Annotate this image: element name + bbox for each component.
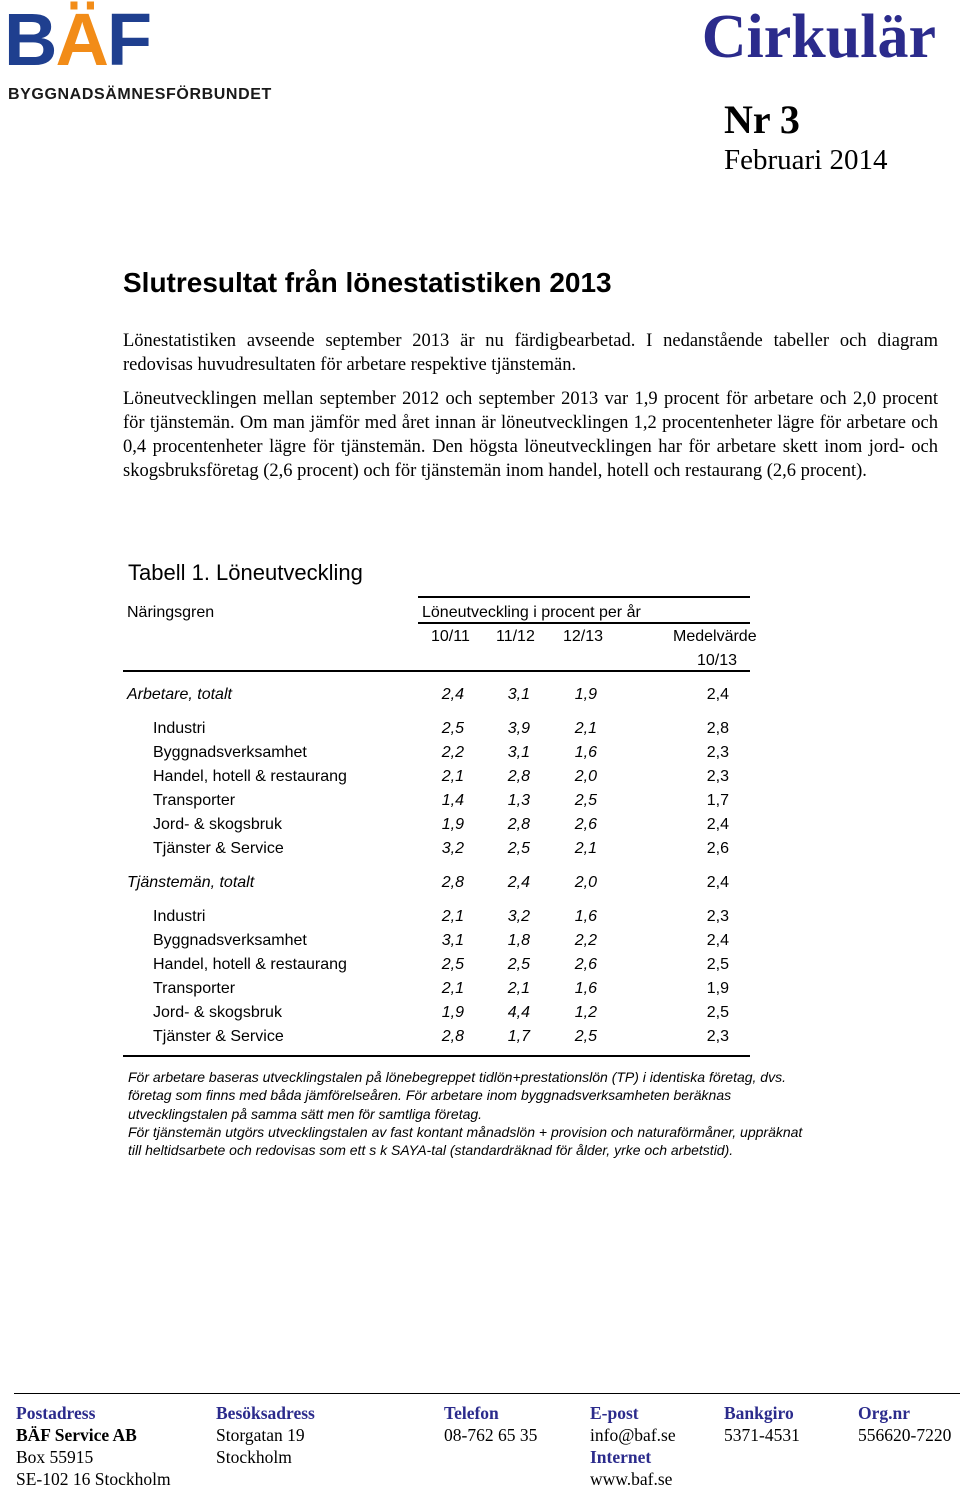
issue-date: Februari 2014 [724,144,888,176]
footer-label: Internet [590,1447,652,1467]
table-cell-average: 2,4 [706,932,729,949]
table-cell-average: 1,7 [706,792,729,809]
org-number: 556620-7220 [858,1425,952,1445]
table-cell-value: 3,9 [507,720,530,737]
bankgiro-number: 5371-4531 [724,1425,800,1445]
table-cell-average: 2,5 [706,956,729,973]
table-cell-average: 2,3 [706,768,729,785]
table-row-label: Handel, hotell & restaurang [153,768,347,785]
footer-label: Org.nr [858,1403,911,1423]
table-cell-average: 2,4 [706,874,729,891]
footer-label: E-post [590,1403,639,1423]
table-cell-value: 2,1 [574,840,597,857]
header-top-rule [418,596,750,598]
table-cell-value: 1,9 [441,1004,464,1021]
table-cell-average: 2,4 [706,686,729,703]
table-row-label: Tjänster & Service [153,1028,284,1045]
table-cell-value: 2,1 [441,908,464,925]
table-cell-value: 2,1 [441,980,464,997]
table-cell-average: 2,6 [706,840,729,857]
table-footnote [128,1068,908,1159]
baf-logo [4,0,314,103]
footer-label: Telefon [444,1403,499,1423]
table-cell-value: 2,6 [574,816,597,833]
table-cell-value: 2,6 [574,956,597,973]
table-cell-average: 1,9 [706,980,729,997]
table-cell-value: 2,2 [441,744,464,761]
footer-orgnr [858,1402,951,1446]
table-cell-value: 2,5 [507,956,530,973]
table-cell-value: 3,2 [507,908,530,925]
phone-number[interactable]: 08-762 65 35 [444,1425,538,1445]
table-cell-value: 2,0 [574,874,597,891]
footer-postal-address [16,1402,171,1490]
table-cell-average: 2,8 [706,720,729,737]
visiting-city: Stockholm [216,1447,292,1467]
column-header-average: Medelvärde [673,628,757,645]
results-paragraph: Löneutvecklingen mellan september 2012 och september 2013 var 1,9 procent för arbetare och 2,0 procent för tjänstemän. Om man jämför med året innan är löneutvecklingen 1,2 procentenheter lägre för arbetare och 0,4 procentenheter lägre för tjänstemän. Den högsta löneutvecklingen har för arbetare skett inom jord- och skogsbruksföretag (2,6 procent) och för tjänstemän inom handel, hotell och restaurang (2,6 procent). [123,389,938,481]
table-cell-value: 2,1 [574,720,597,737]
table-total-label: Arbetare, totalt [127,686,232,703]
company-name: BÄF Service AB [16,1425,137,1445]
visiting-street: Storgatan 19 [216,1425,305,1445]
table-cell-value: 2,0 [574,768,597,785]
table-cell-value: 1,8 [507,932,530,949]
table-cell-value: 1,7 [507,1028,530,1045]
table-row-label: Industri [153,720,206,737]
table-row-label: Transporter [153,792,236,809]
table-row-label: Industri [153,908,206,925]
table-cell-value: 2,1 [441,768,464,785]
postal-city: SE-102 16 Stockholm [16,1469,171,1489]
table-cell-value: 3,1 [441,932,464,949]
header-bottom-rule [123,670,750,672]
table-cell-value: 2,1 [507,980,530,997]
footer-label: Postadress [16,1403,96,1423]
table-bottom-rule [123,1055,750,1057]
email-link[interactable]: info@baf.se [590,1425,676,1445]
table-cell-average: 2,4 [706,816,729,833]
table-total-label: Tjänstemän, totalt [127,874,255,891]
table-cell-average: 2,3 [706,744,729,761]
table-row-label: Tjänster & Service [153,840,284,857]
footer-email [590,1402,676,1490]
issue-number: Nr 3 [724,97,800,142]
table-cell-value: 2,4 [507,874,530,891]
table-cell-value: 2,8 [441,1028,464,1045]
column-header-1213: 12/13 [563,628,604,645]
table-cell-average: 2,3 [706,1028,729,1045]
column-header-average-period: 10/13 [697,652,738,669]
table-cell-value: 3,2 [441,840,464,857]
footnote-line: till heltidsarbete och redovisas som ett s k SAYA-tal (standardräknad för ålder, yrke och arbetstid). [128,1142,734,1159]
column-header-1112: 11/12 [496,628,535,645]
table-cell-value: 4,4 [507,1004,530,1021]
table-cell-value: 3,1 [507,744,530,761]
table-cell-value: 1,4 [441,792,464,809]
footnote-line: utvecklingstalen på samma sätt men för samtliga företag. [128,1105,483,1122]
table-row-label: Jord- & skogsbruk [153,816,282,833]
table-cell-value: 1,2 [574,1004,597,1021]
table-cell-value: 1,9 [441,816,464,833]
footer-label: Bankgiro [724,1403,794,1423]
table-cell-value: 2,8 [507,768,530,785]
footer-bankgiro [724,1402,800,1446]
table-cell-value: 2,5 [507,840,530,857]
table-row-label: Byggnadsverksamhet [153,744,307,761]
circular-title: Cirkulär [701,3,936,71]
logo-letters: BÄF [4,0,151,81]
table-cell-value: 2,8 [441,874,464,891]
postal-box: Box 55915 [16,1447,94,1467]
footnote-line: För tjänstemän utgörs utvecklingstalen av fast kontant månadslön + provision och naturaförmåner, uppräknat [128,1123,803,1140]
logo-wordmark [4,0,184,81]
footer-label: Besöksadress [216,1403,315,1423]
group-header-rule [418,622,750,624]
table-cell-value: 3,1 [507,686,530,703]
column-header-1011: 10/11 [431,628,470,645]
table-row-label: Jord- & skogsbruk [153,1004,282,1021]
footnote-line: företag som finns med båda jämförelseåren. För arbetare inom byggnadsverksamheten beräknas [128,1087,732,1104]
table-cell-value: 1,6 [574,908,597,925]
table-cell-value: 2,5 [574,1028,597,1045]
table-cell-value: 2,5 [441,720,464,737]
table-row-label: Handel, hotell & restaurang [153,956,347,973]
table-cell-value: 2,4 [441,686,464,703]
table-cell-value: 2,5 [574,792,597,809]
table-cell-value: 1,6 [574,744,597,761]
footer-divider [14,1393,960,1394]
document-title: Slutresultat från lönestatistiken 2013 [123,267,612,298]
table-cell-value: 1,6 [574,980,597,997]
table-cell-value: 2,2 [574,932,597,949]
table-row-label: Transporter [153,980,236,997]
table-cell-value: 1,3 [507,792,530,809]
intro-paragraph: Lönestatistiken avseende september 2013 är nu färdigbearbetad. I nedanstående tabeller och diagram redovisas huvudresultaten för arbetare respektive tjänstemän. [123,331,938,375]
website-link[interactable]: www.baf.se [590,1469,673,1489]
table-cell-average: 2,5 [706,1004,729,1021]
table-caption: Tabell 1. Löneutveckling [128,560,363,585]
table-cell-value: 1,9 [574,686,597,703]
logo-subtitle: BYGGNADSÄMNESFÖRBUNDET [8,86,272,103]
table-row-label: Byggnadsverksamhet [153,932,307,949]
table-cell-average: 2,3 [706,908,729,925]
footer-visiting-address [216,1402,315,1468]
footer-phone [444,1402,537,1446]
table-cell-value: 2,8 [507,816,530,833]
footnote-line: För arbetare baseras utvecklingstalen på lönebegreppet tidlön+prestationslön (TP) i identiska företag, dvs. [128,1069,786,1085]
table-cell-value: 2,5 [441,956,464,973]
column-group-header: Löneutveckling i procent per år [422,604,641,621]
column-header-industry: Näringsgren [127,604,215,621]
